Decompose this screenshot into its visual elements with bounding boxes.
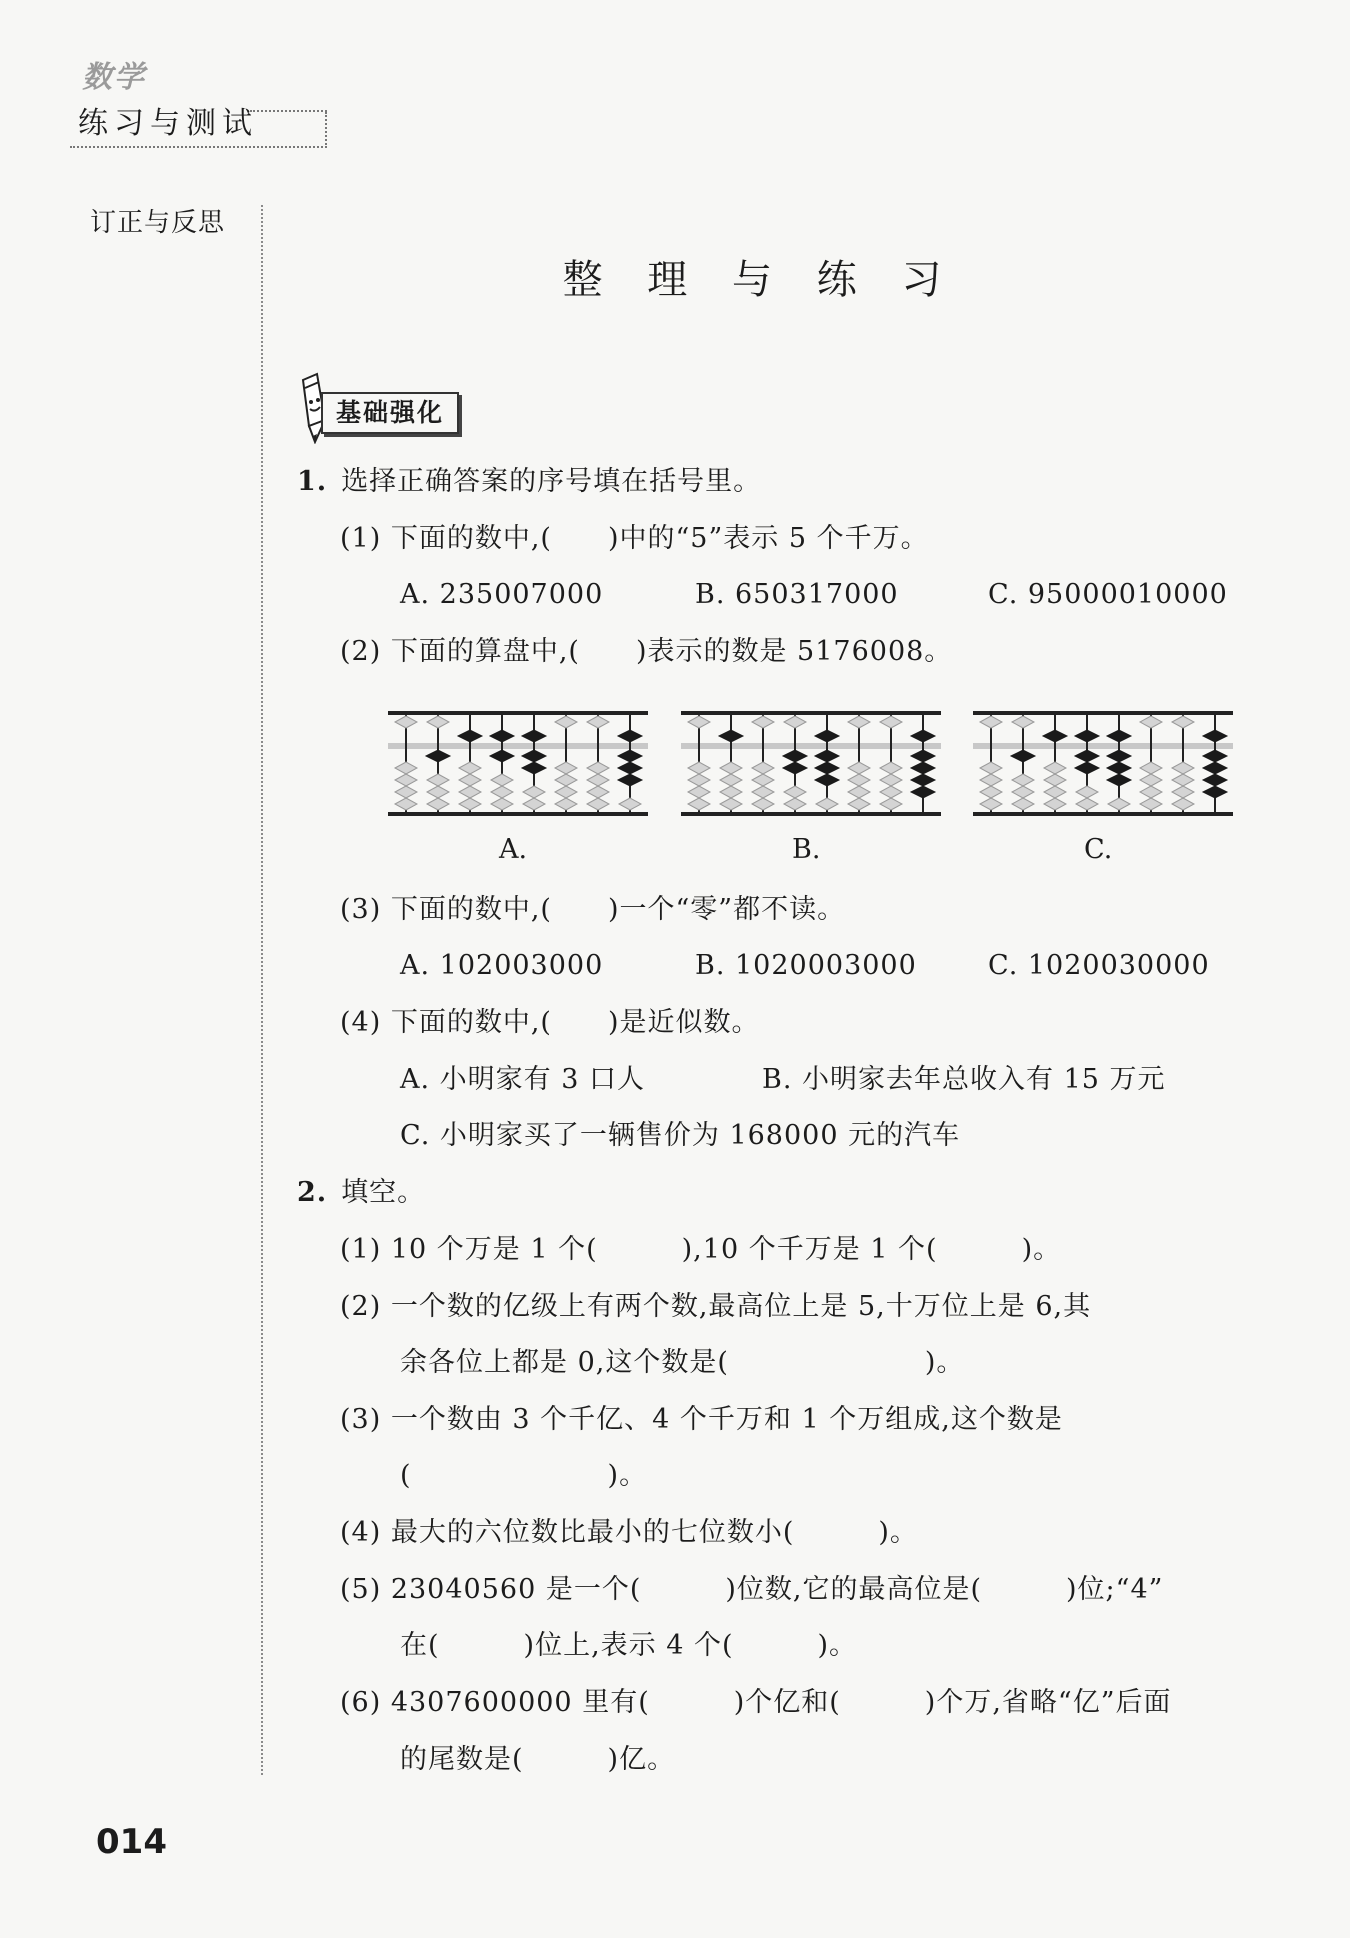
abacus-lower-bead [426, 750, 450, 762]
abacus-lower-bead [587, 786, 609, 798]
abacus-lower-bead [459, 762, 481, 774]
abacus-lower-bead [1172, 774, 1194, 786]
abacus-lower-bead [784, 786, 806, 798]
q2-6-cont: 的尾数是( )亿。 [400, 1744, 676, 1775]
abacus-lower-bead [815, 750, 839, 762]
q2-5-cont: 在( )位上,表示 4 个( )。 [400, 1630, 858, 1661]
abacus-lower-bead [1108, 798, 1130, 810]
abacus-upper-bead [1043, 730, 1067, 742]
q1-1-option-b: B. 650317000 [695, 579, 899, 610]
abacus-lower-bead [688, 786, 710, 798]
abacus-frame-bottom [388, 812, 648, 816]
q1-4-option-b: B. 小明家去年总收入有 15 万元 [762, 1064, 1166, 1095]
section-badge-label: 基础强化 [321, 392, 459, 434]
q2-2-cont: 余各位上都是 0,这个数是( )。 [400, 1347, 965, 1378]
abacus-beam [681, 743, 941, 749]
abacus-upper-bead [458, 730, 482, 742]
q2-3-cont: ( )。 [400, 1460, 648, 1491]
abacus-lower-bead [752, 762, 774, 774]
abacus-upper-bead [1107, 730, 1131, 742]
q2-3: (3) 一个数由 3 个千亿、4 个千万和 1 个万组成,这个数是 [340, 1404, 1063, 1435]
abacus-lower-bead [783, 762, 807, 774]
abacus-lower-bead [459, 798, 481, 810]
abacus-lower-bead [980, 786, 1002, 798]
abacus-lower-bead [848, 786, 870, 798]
abacus-lower-bead [911, 750, 935, 762]
abacus-lower-bead [783, 750, 807, 762]
q1-1-option-c: C. 95000010000 [988, 579, 1228, 610]
abacus-lower-bead [784, 798, 806, 810]
abacus-lower-bead [752, 774, 774, 786]
q2-number: 2. [297, 1177, 328, 1208]
abacus-lower-bead [815, 774, 839, 786]
abacus-upper-bead [395, 716, 417, 728]
abacus-lower-bead [618, 774, 642, 786]
abacus-lower-bead [490, 750, 514, 762]
abacus-lower-bead [816, 798, 838, 810]
abacus-frame-top [681, 711, 941, 715]
abacus-lower-bead [1011, 750, 1035, 762]
abacus-lower-bead [1044, 762, 1066, 774]
abacus-upper-bead [1075, 730, 1099, 742]
abacus-beam [973, 743, 1233, 749]
abacus-lower-bead [1044, 798, 1066, 810]
q1-4-option-c: C. 小明家买了一辆售价为 168000 元的汽车 [400, 1120, 961, 1151]
abacus-lower-bead [587, 762, 609, 774]
abacus-lower-bead [688, 762, 710, 774]
abacus-lower-bead [1075, 750, 1099, 762]
abacus-lower-bead [1203, 750, 1227, 762]
abacus-lower-bead [1203, 786, 1227, 798]
q1-4-stem: (4) 下面的数中,( )是近似数。 [340, 1007, 760, 1038]
abacus-lower-bead [618, 762, 642, 774]
abacus-upper-bead [688, 716, 710, 728]
abacus-lower-bead [980, 774, 1002, 786]
abacus-lower-bead [848, 798, 870, 810]
abacus-lower-bead [523, 786, 545, 798]
q1-1-option-a: A. 235007000 [400, 579, 604, 610]
abacus-lower-bead [1140, 786, 1162, 798]
abacus-lower-bead [427, 798, 449, 810]
abacus-lower-bead [720, 798, 742, 810]
abacus-upper-bead [752, 716, 774, 728]
abacus-lower-bead [1203, 774, 1227, 786]
abacus-lower-bead [880, 774, 902, 786]
abacus-lower-bead [587, 774, 609, 786]
abacus-lower-bead [459, 786, 481, 798]
abacus-lower-bead [618, 750, 642, 762]
abacus-b [681, 706, 941, 822]
abacus-b-label: B. [792, 834, 821, 865]
abacus-lower-bead [815, 762, 839, 774]
abacus-c-label: C. [1084, 834, 1113, 865]
abacus-frame-bottom [681, 812, 941, 816]
abacus-upper-bead [880, 716, 902, 728]
abacus-upper-bead [848, 716, 870, 728]
abacus-lower-bead [459, 774, 481, 786]
q1-3-option-b: B. 1020003000 [695, 950, 917, 981]
abacus-lower-bead [1012, 786, 1034, 798]
q2-stem-line [297, 1173, 425, 1213]
abacus-lower-bead [688, 774, 710, 786]
abacus-lower-bead [720, 762, 742, 774]
abacus-lower-bead [619, 798, 641, 810]
abacus-lower-bead [491, 774, 513, 786]
abacus-lower-bead [1107, 774, 1131, 786]
abacus-lower-bead [555, 774, 577, 786]
abacus-upper-bead [1203, 730, 1227, 742]
q1-2-stem: (2) 下面的算盘中,( )表示的数是 5176008。 [340, 636, 953, 667]
abacus-lower-bead [1107, 762, 1131, 774]
sidebar-divider [261, 205, 263, 1775]
abacus-lower-bead [880, 786, 902, 798]
abacus-lower-bead [587, 798, 609, 810]
abacus-a-label: A. [499, 834, 528, 865]
abacus-frame-top [388, 711, 648, 715]
abacus-lower-bead [1172, 786, 1194, 798]
abacus-lower-bead [688, 798, 710, 810]
page-number: 014 [96, 1822, 167, 1862]
abacus-lower-bead [720, 774, 742, 786]
abacus-lower-bead [911, 774, 935, 786]
abacus-lower-bead [752, 786, 774, 798]
abacus-frame-bottom [973, 812, 1233, 816]
abacus-lower-bead [395, 786, 417, 798]
abacus-lower-bead [1107, 750, 1131, 762]
abacus-lower-bead [427, 786, 449, 798]
abacus-lower-bead [1140, 798, 1162, 810]
abacus-lower-bead [1172, 798, 1194, 810]
abacus-lower-bead [427, 774, 449, 786]
abacus-lower-bead [1076, 798, 1098, 810]
abacus-upper-bead [555, 716, 577, 728]
abacus-lower-bead [395, 774, 417, 786]
abacus-upper-bead [911, 730, 935, 742]
q2-4: (4) 最大的六位数比最小的七位数小( )。 [340, 1517, 918, 1548]
abacus-lower-bead [555, 786, 577, 798]
q1-3-stem: (3) 下面的数中,( )一个“零”都不读。 [340, 894, 846, 925]
abacus-lower-bead [980, 798, 1002, 810]
q1-1-stem: (1) 下面的数中,( )中的“5”表示 5 个千万。 [340, 523, 929, 554]
q1-number: 1. [297, 466, 328, 497]
sidebar-title: 订正与反思 [90, 208, 226, 238]
q1-stem: 选择正确答案的序号填在括号里。 [341, 466, 762, 497]
series-label: 练习与测试 [78, 106, 258, 141]
abacus-lower-bead [1012, 774, 1034, 786]
abacus-lower-bead [522, 762, 546, 774]
abacus-upper-bead [490, 730, 514, 742]
abacus-lower-bead [911, 762, 935, 774]
q2-2: (2) 一个数的亿级上有两个数,最高位上是 5,十万位上是 6,其 [340, 1291, 1092, 1322]
abacus-lower-bead [880, 798, 902, 810]
abacus-lower-bead [491, 786, 513, 798]
abacus-lower-bead [752, 798, 774, 810]
q2-6: (6) 4307600000 里有( )个亿和( )个万,省略“亿”后面 [340, 1687, 1172, 1718]
q2-stem: 填空。 [341, 1177, 426, 1208]
abacus-lower-bead [848, 762, 870, 774]
abacus-a [388, 706, 648, 822]
abacus-lower-bead [1172, 762, 1194, 774]
q1-stem-line [297, 462, 761, 502]
abacus-upper-bead [522, 730, 546, 742]
abacus-upper-bead [427, 716, 449, 728]
abacus-upper-bead [1172, 716, 1194, 728]
abacus-lower-bead [848, 774, 870, 786]
abacus-lower-bead [1076, 786, 1098, 798]
abacus-upper-bead [1140, 716, 1162, 728]
q2-5: (5) 23040560 是一个( )位数,它的最高位是( )位;“4” [340, 1574, 1164, 1605]
abacus-lower-bead [395, 762, 417, 774]
abacus-lower-bead [1044, 774, 1066, 786]
abacus-beam [388, 743, 648, 749]
abacus-upper-bead [618, 730, 642, 742]
abacus-upper-bead [1012, 716, 1034, 728]
abacus-frame-top [973, 711, 1233, 715]
abacus-lower-bead [880, 762, 902, 774]
abacus-lower-bead [1075, 762, 1099, 774]
abacus-lower-bead [395, 798, 417, 810]
abacus-lower-bead [555, 762, 577, 774]
page-title: 整 理 与 练 习 [562, 257, 958, 303]
abacus-lower-bead [1012, 798, 1034, 810]
abacus-upper-bead [784, 716, 806, 728]
abacus-upper-bead [587, 716, 609, 728]
q1-3-option-c: C. 1020030000 [988, 950, 1210, 981]
abacus-lower-bead [522, 750, 546, 762]
q2-1: (1) 10 个万是 1 个( ),10 个千万是 1 个( )。 [340, 1234, 1062, 1265]
q1-4-option-a: A. 小明家有 3 口人 [400, 1064, 646, 1095]
abacus-upper-bead [980, 716, 1002, 728]
abacus-lower-bead [1203, 762, 1227, 774]
abacus-lower-bead [1140, 774, 1162, 786]
abacus-lower-bead [1140, 762, 1162, 774]
subject-label: 数学 [82, 60, 146, 95]
abacus-lower-bead [911, 786, 935, 798]
abacus-lower-bead [523, 798, 545, 810]
abacus-lower-bead [980, 762, 1002, 774]
abacus-lower-bead [555, 798, 577, 810]
abacus-upper-bead [719, 730, 743, 742]
abacus-lower-bead [491, 798, 513, 810]
abacus-lower-bead [720, 786, 742, 798]
q1-3-option-a: A. 102003000 [400, 950, 604, 981]
abacus-lower-bead [1044, 786, 1066, 798]
abacus-upper-bead [815, 730, 839, 742]
abacus-c [973, 706, 1233, 822]
